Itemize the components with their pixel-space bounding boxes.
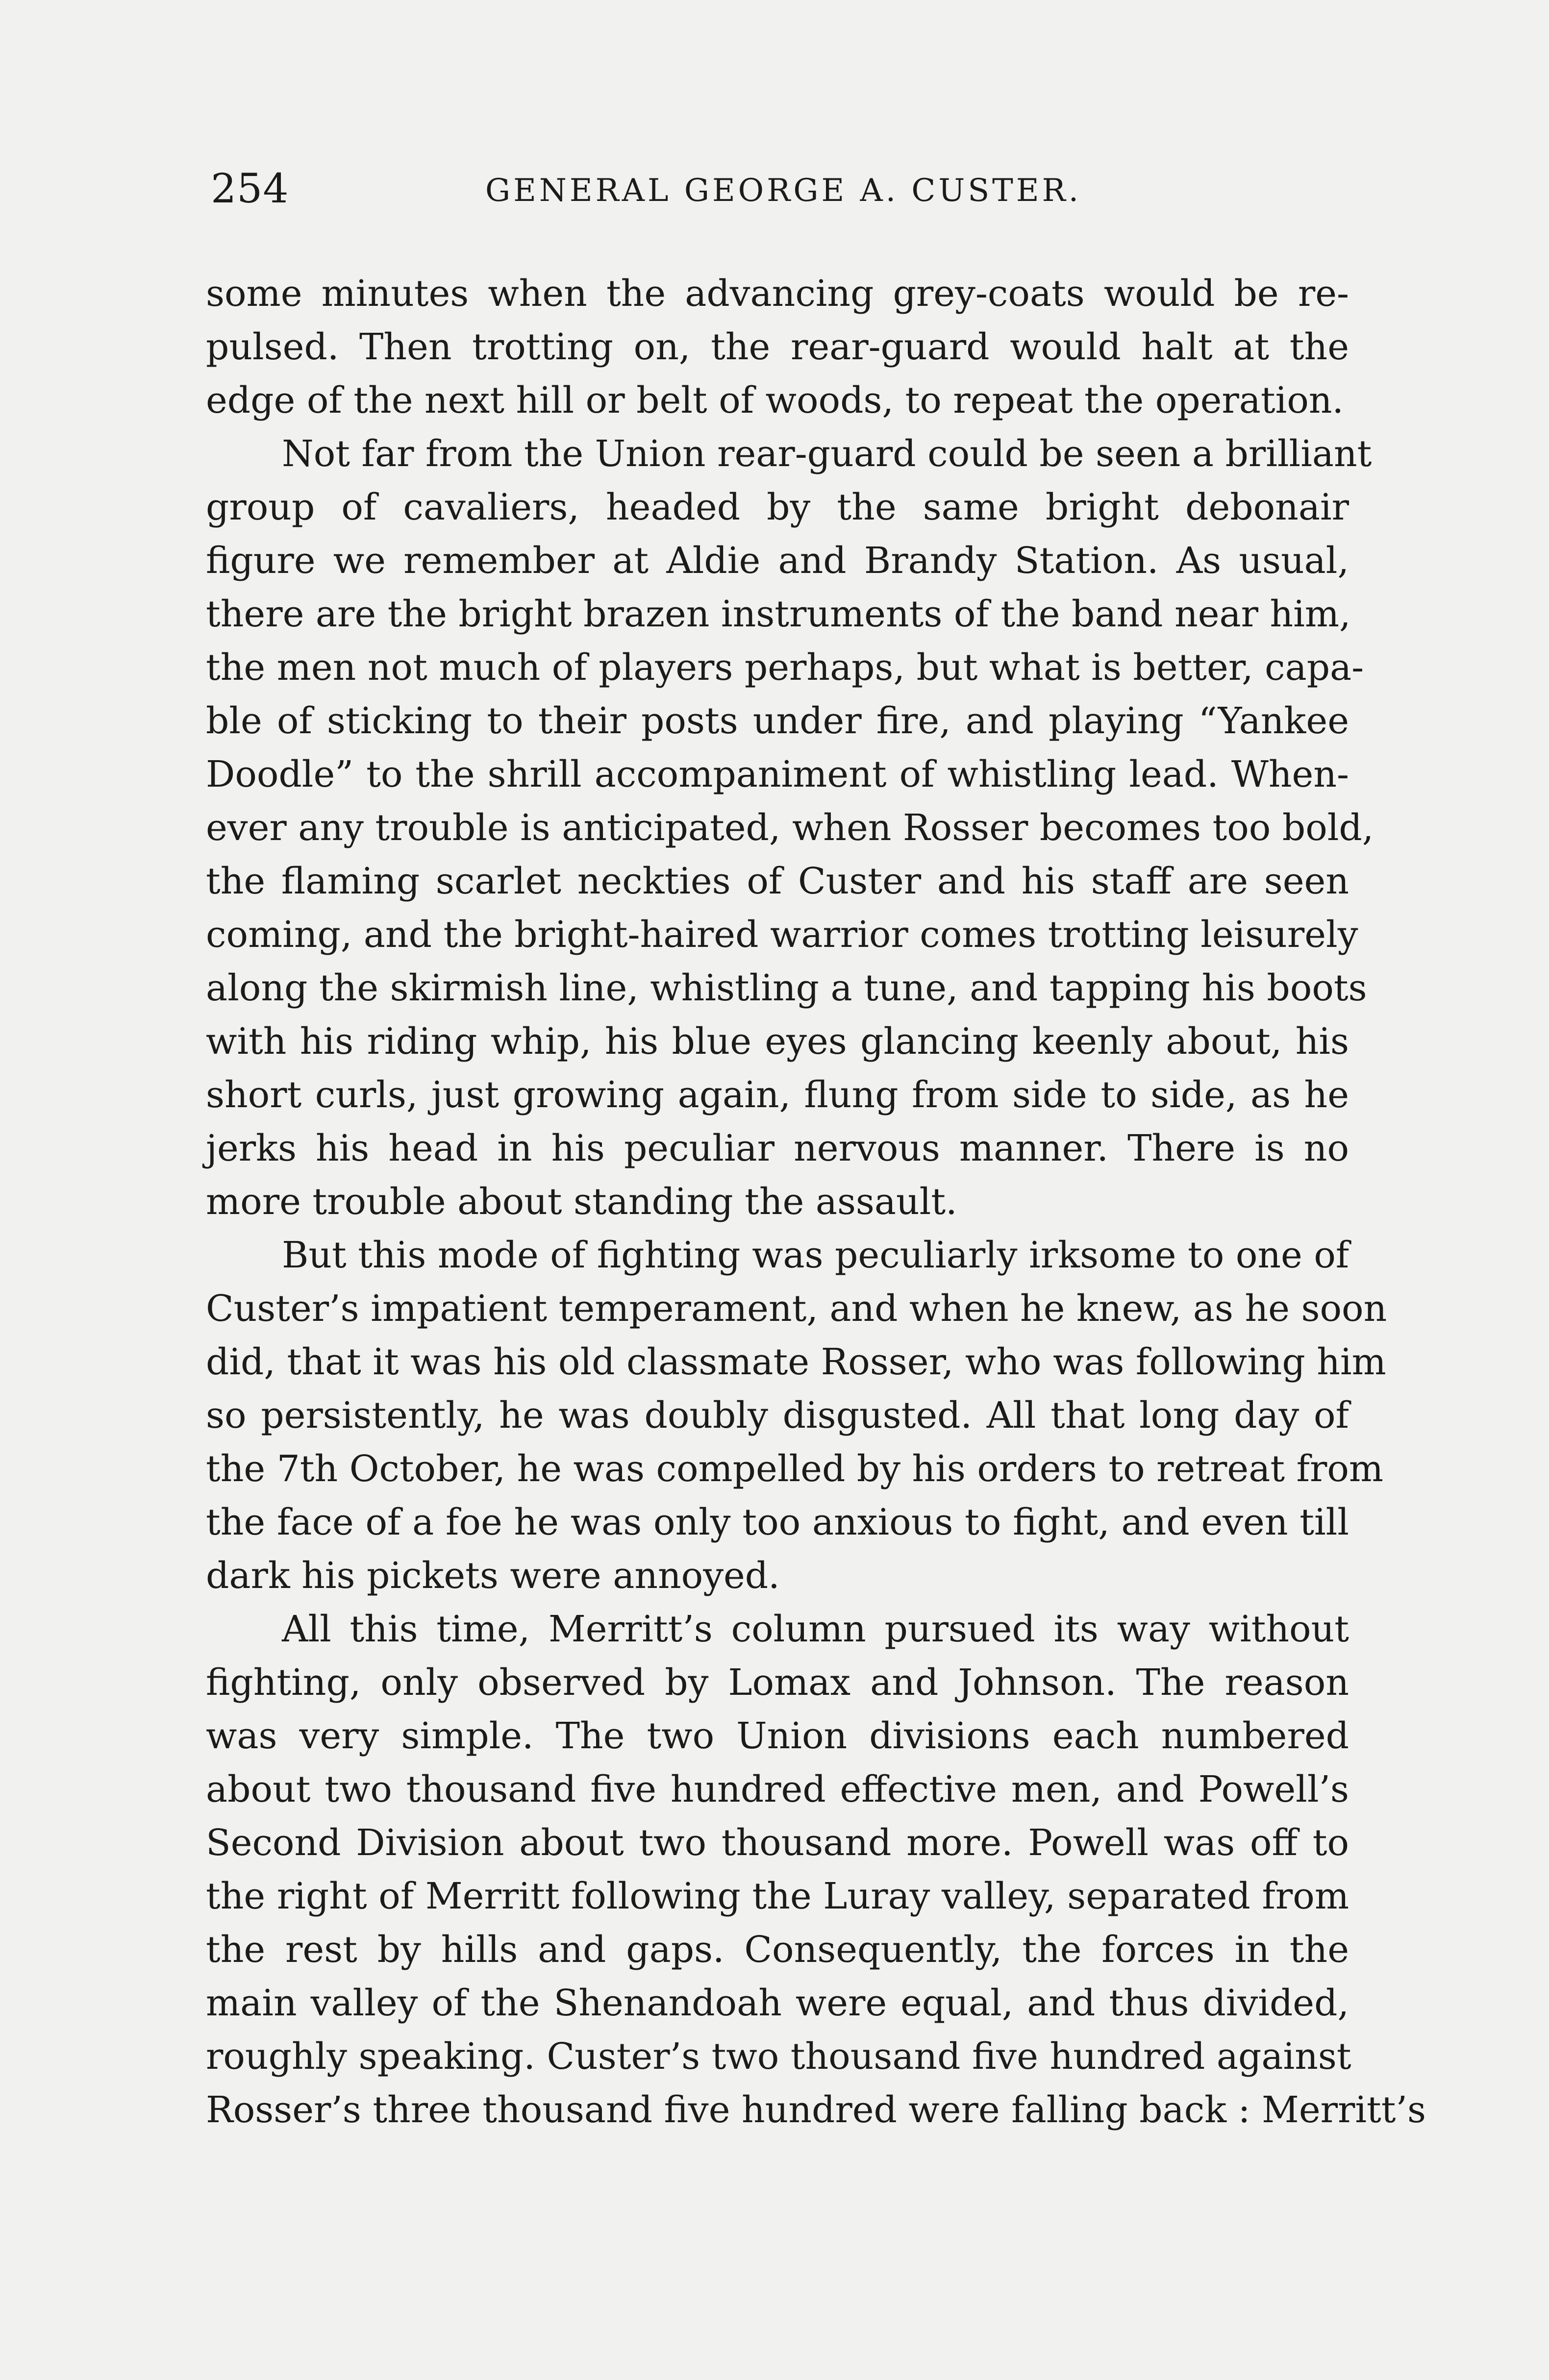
paragraph [206, 1229, 1387, 1603]
paragraph [206, 1603, 1426, 2137]
text-line: there are the bright brazen instruments of the band near him, [206, 593, 1351, 635]
running-title: GENERAL GEORGE A. CUSTER. [485, 173, 1082, 209]
text-line: the flaming scarlet neckties of Custer and his staff are seen [206, 860, 1349, 902]
text-line: the right of Merritt following the Luray valley, separated from [206, 1875, 1349, 1917]
text-line: group of cavaliers, headed by the same bright debonair [206, 486, 1349, 528]
paragraph [206, 267, 1349, 427]
text-line: the face of a foe he was only too anxious to fight, and even till [206, 1501, 1349, 1543]
body-text [206, 267, 1426, 2137]
text-line: more trouble about standing the assault. [206, 1181, 957, 1223]
text-line: did, that it was his old classmate Rosser, who was following him [206, 1341, 1386, 1383]
text-line: along the skirmish line, whistling a tune, and tapping his boots [206, 967, 1367, 1009]
text-line: the 7th October, he was compelled by his orders to retreat from [206, 1448, 1384, 1490]
text-line: Rosser’s three thousand five hundred were falling back : Merritt’s [206, 2089, 1426, 2131]
paragraph [206, 427, 1374, 1229]
text-line: Doodle” to the shrill accompaniment of whistling lead. When- [206, 753, 1349, 795]
text-line: was very simple. The two Union divisions each numbered [206, 1715, 1349, 1757]
page-number: 254 [211, 166, 289, 212]
text-line: figure we remember at Aldie and Brandy Station. As usual, [206, 540, 1349, 582]
text-line: edge of the next hill or belt of woods, to repeat the operation. [206, 379, 1344, 421]
text-line: All this time, Merritt’s column pursued its way without [282, 1608, 1349, 1650]
text-line: But this mode of fighting was peculiarly irksome to one of [282, 1234, 1349, 1276]
text-line: ble of sticking to their posts under fire, and playing “Yankee [206, 700, 1349, 742]
text-line: some minutes when the advancing grey-coats would be re- [206, 273, 1349, 315]
text-line: main valley of the Shenandoah were equal, and thus divided, [206, 1982, 1349, 2024]
page-header [211, 166, 1348, 223]
text-line: dark his pickets were annoyed. [206, 1555, 780, 1597]
text-line: pulsed. Then trotting on, the rear-guard would halt at the [206, 326, 1349, 368]
text-line: jerks his head in his peculiar nervous manner. There is no [206, 1127, 1349, 1169]
text-line: fighting, only observed by Lomax and Johnson. The reason [206, 1661, 1349, 1704]
text-line: the men not much of players perhaps, but what is better, capa- [206, 646, 1364, 689]
text-line: ever any trouble is anticipated, when Rosser becomes too bold, [206, 807, 1374, 849]
text-line: so persistently, he was doubly disgusted. All that long day of [206, 1394, 1349, 1437]
text-line: Second Division about two thousand more. Powell was off to [206, 1822, 1349, 1864]
text-line: the rest by hills and gaps. Consequently, the forces in the [206, 1929, 1349, 1971]
text-line: with his riding whip, his blue eyes glancing keenly about, his [206, 1020, 1349, 1063]
text-line: short curls, just growing again, flung from side to side, as he [206, 1074, 1349, 1116]
text-line: coming, and the bright-haired warrior comes trotting leisurely [206, 914, 1358, 956]
text-line: Custer’s impatient temperament, and when he knew, as he soon [206, 1288, 1387, 1330]
text-line: Not far from the Union rear-guard could be seen a brilliant [282, 433, 1372, 475]
text-line: about two thousand five hundred effective men, and Powell’s [206, 1768, 1349, 1810]
text-line: roughly speaking. Custer’s two thousand five hundred against [206, 2035, 1351, 2078]
